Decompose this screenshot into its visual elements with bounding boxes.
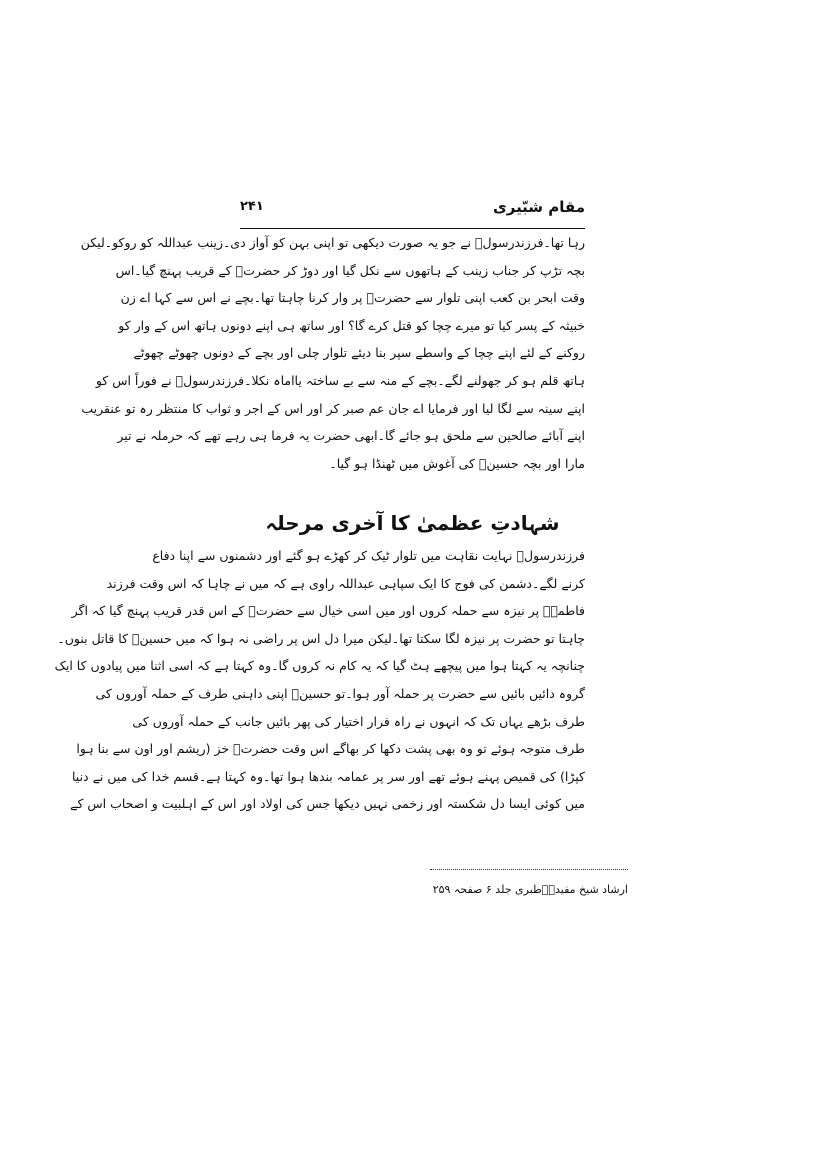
text-line: کرنے لگے۔دشمن کی فوج کا ایک سپاہی عبداللہ راوی ہے کہ میں نے چاہا کہ اس وقت فرزند — [106, 575, 585, 591]
text-line: چنانچہ یہ کہتا ہوا میں پیچھے ہٹ گیا کہ یہ کام نہ کروں گا۔وہ کہتا ہے کہ اسی اثنا میں پیادوں کا ایک — [54, 658, 585, 674]
text-line: وقت ابحر بن کعب اپنی تلوار سے حضرتؑ پر وار کرنا چاہتا تھا۔بچے نے اس سے کہا اے زن — [120, 290, 585, 306]
text-line: گروہ دائیں بائیں سے حضرت پر حملہ آور ہوا۔تو حسینؑ اپنی داہنی طرف کے حملہ آوروں کی — [95, 685, 585, 701]
text-line: طرف متوجہ ہوئے تو وہ بھی پشت دکھا کر بھاگے اس وقت حضرتؑ خز (ریشم اور اون سے بنا ہوا — [76, 741, 585, 757]
text-line: طرف بڑھے یہاں تک کہ انہوں نے راہ فرار اختیار کی پھر بائیں جانب کے حملہ آوروں کی — [132, 713, 585, 729]
running-title: مقام شبّیری — [492, 198, 585, 216]
text-line: فاطمہؑ پر نیزہ سے حملہ کروں اور میں اسی خیال سے حضرتؑ کے اس قدر قریب پہنچ گیا کہ اگر — [71, 603, 585, 619]
text-line: چاہتا تو حضرت پر نیزہ لگا سکتا تھا۔لیکن میرا دل اس پر راضی نہ ہوا کہ میں حسینؑ کا قاتل بنوں۔ — [57, 630, 585, 646]
text-line: روکنے کے لئے اپنے چچا کے واسطے سپر بنا دیئے تلوار چلی اور بچے کے دونوں چھوٹے چھوٹے — [133, 345, 585, 361]
footnote: ارشاد شیخ مفیدؒ۔طبری جلد ۶ صفحہ ۲۵۹ — [432, 883, 628, 896]
page-header — [240, 196, 585, 226]
paragraph-2 — [54, 542, 585, 818]
section-heading: شہادتِ عظمیٰ کا آخری مرحلہ — [265, 511, 560, 535]
paragraph-1 — [80, 229, 585, 477]
text-line: فرزندرسولؐ نہایت نقاہت میں تلوار ٹیک کر کھڑے ہو گئے اور دشمنوں سے اپنا دفاع — [152, 548, 585, 563]
footnote-divider — [430, 869, 628, 870]
text-line: اپنے سینہ سے لگا لیا اور فرمایا اے جان عم صبر کر اور اس کے اجر و ثواب کا منتظر رہ تو عنقریب — [81, 400, 585, 416]
text-line: خبیثہ کے پسر کیا تو میرے چچا کو قتل کرے گا؟ اور ساتھ ہی اپنے دونوں ہاتھ اس کے وار کو — [118, 317, 585, 333]
text-line: میں کوئی ایسا دل شکستہ اور زخمی نہیں دیکھا جس کی اولاد اور اس کے اہلبیت و اصحاب اس کے — [70, 796, 585, 812]
text-line: مارا اور بچہ حسینؑ کی آغوش میں ٹھنڈا ہو گیا۔ — [329, 455, 585, 471]
text-line: بچہ تڑپ کر جناب زینب کے ہاتھوں سے نکل گیا اور دوڑ کر حضرتؑ کے قریب پہنچ گیا۔اس — [115, 262, 585, 278]
page-number: ۲۴۱ — [240, 199, 264, 214]
text-line: اپنے آبائے صالحین سے ملحق ہو جائے گا۔ابھی حضرت یہ فرما ہی رہے تھے کہ حرملہ نے تیر — [117, 428, 585, 444]
text-line: ہاتھ قلم ہو کر جھولنے لگے۔بچے کے منہ سے بے ساختہ یااماہ نکلا۔فرزندرسولؐ نے فوراً اس کو — [95, 372, 585, 388]
text-line: رہا تھا۔فرزندرسولؐ نے جو یہ صورت دیکھی تو اپنی بہن کو آواز دی۔زینب عبداللہ کو روکو۔لیکن — [80, 235, 585, 250]
text-line: کپڑا) کی قمیص پہنے ہوئے تھے اور سر پر عمامہ بندھا ہوا تھا۔وہ کہتا ہے۔قسم خدا کی میں نے دنیا — [72, 768, 585, 784]
